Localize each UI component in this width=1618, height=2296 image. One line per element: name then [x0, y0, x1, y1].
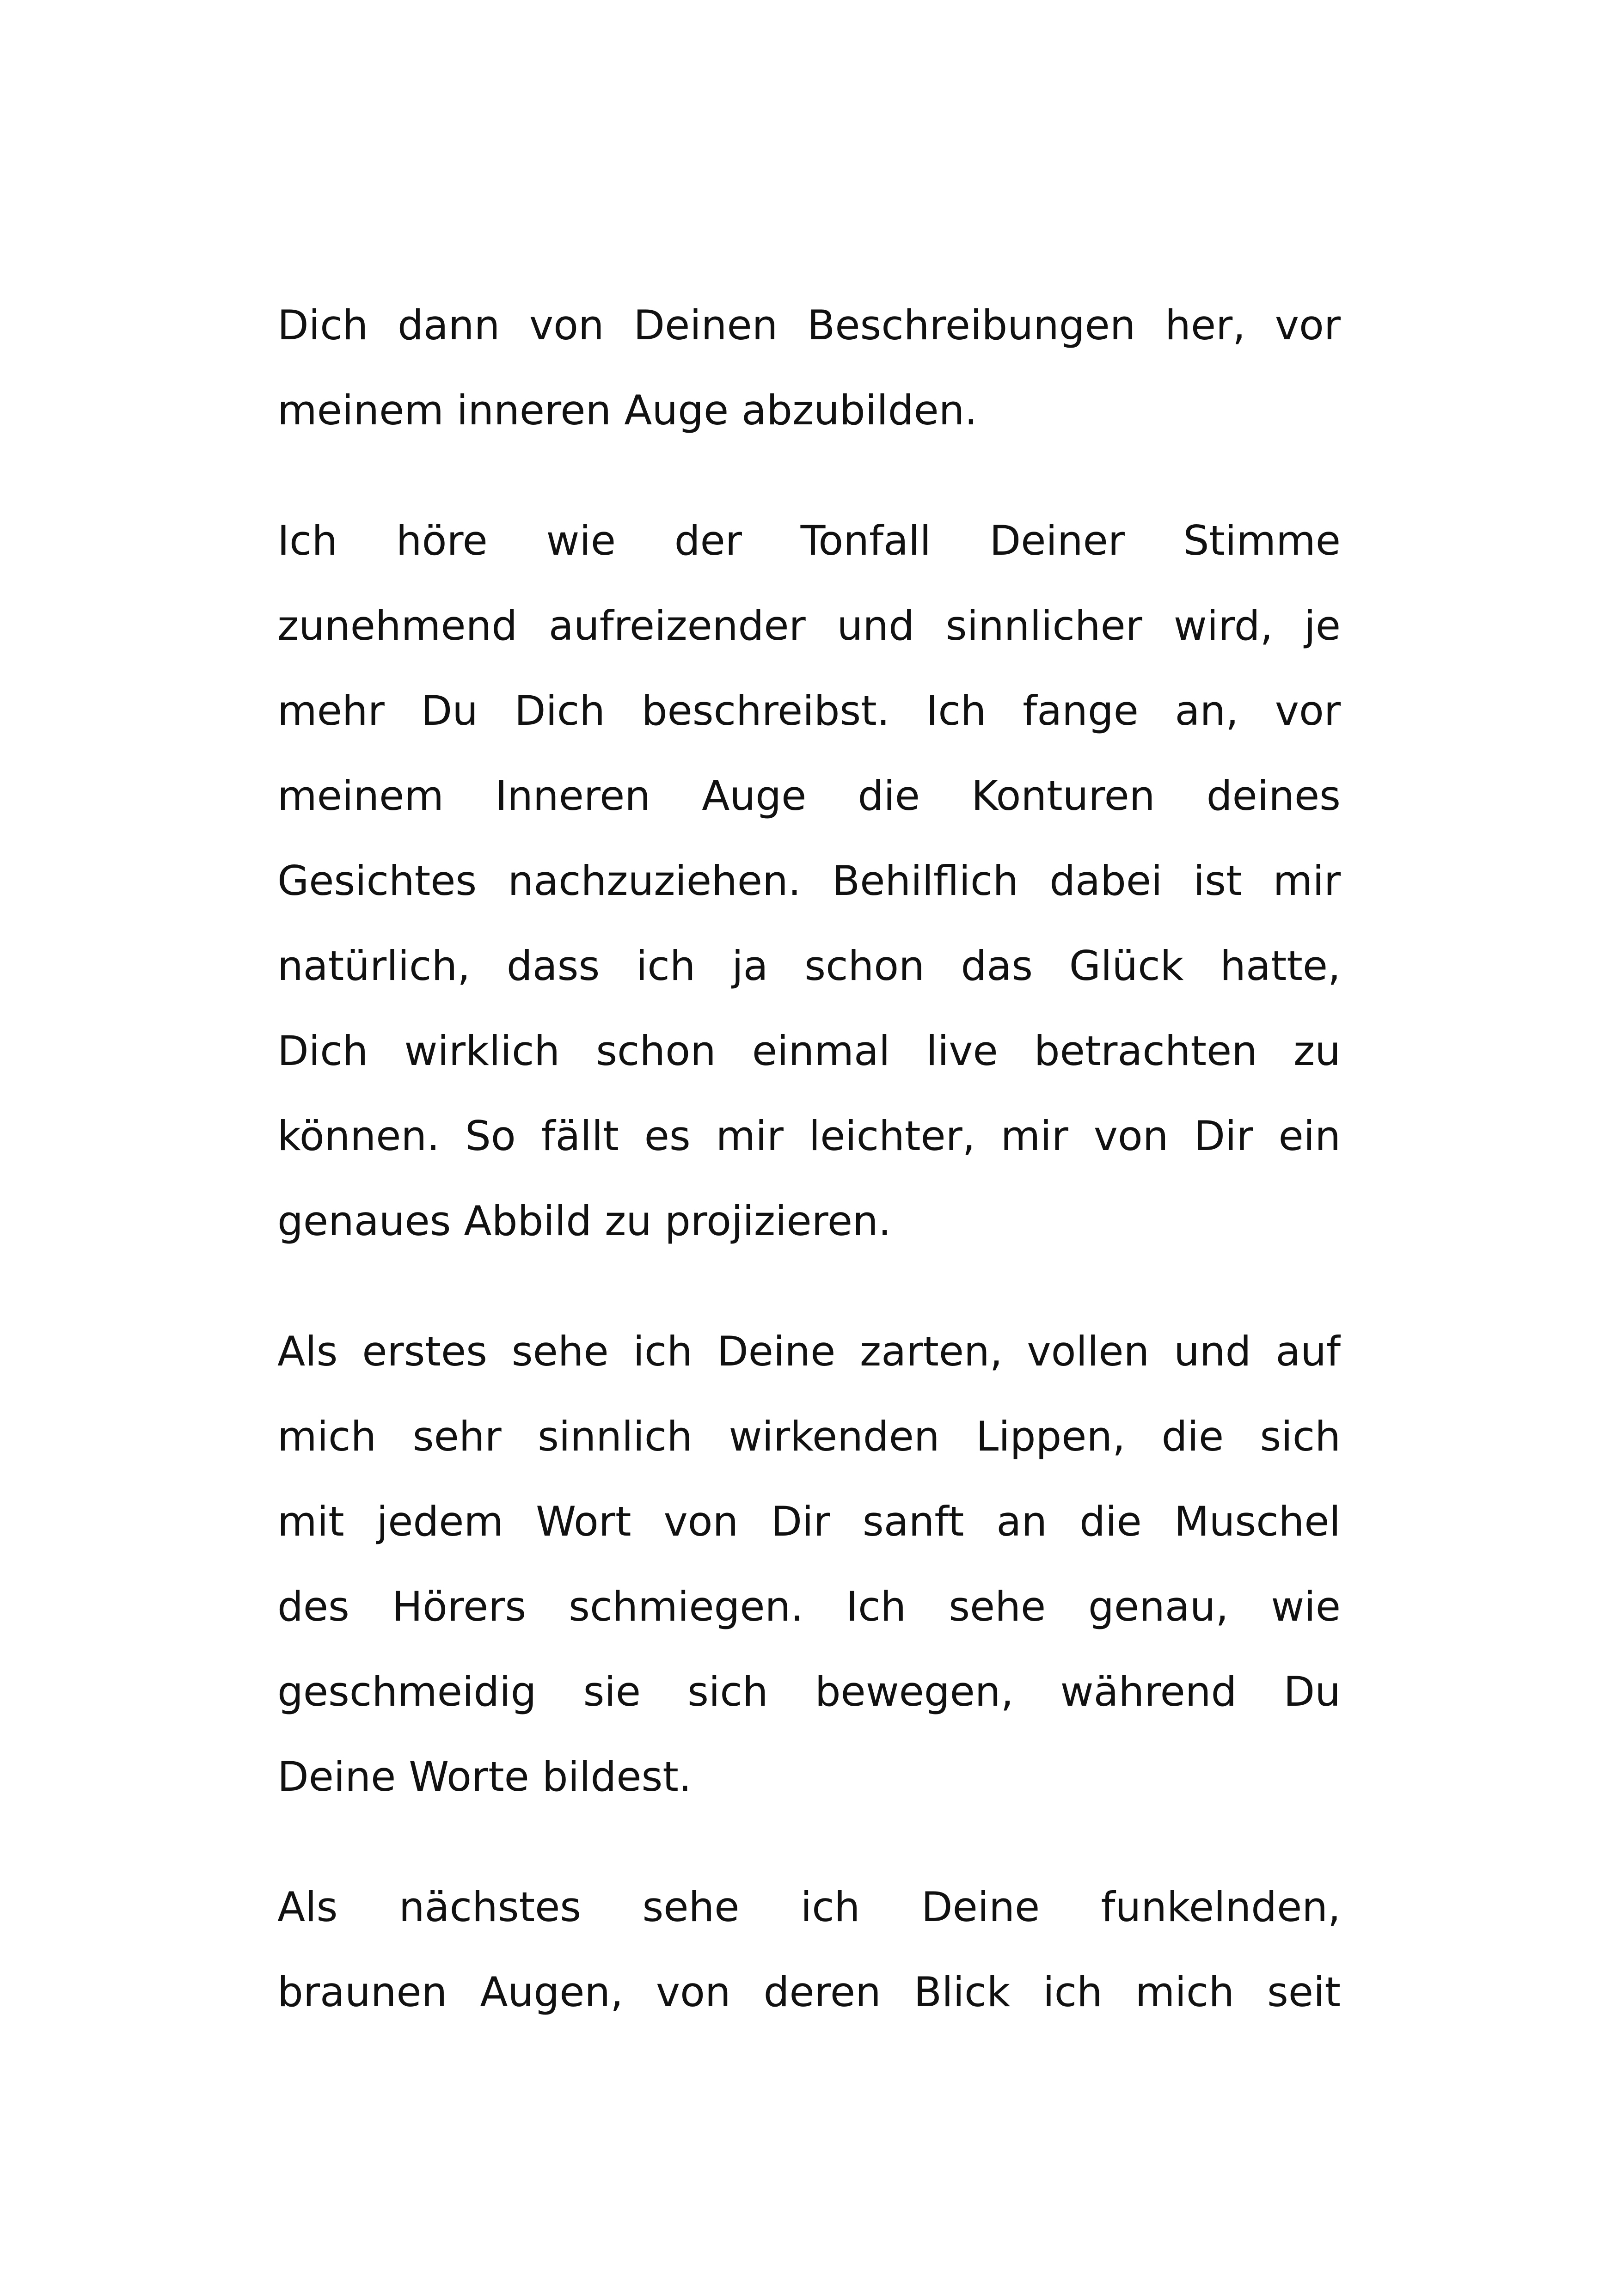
- text-line: mit jedem Wort von Dir sanft an die Muschel: [277, 1498, 1341, 1545]
- text-line: zunehmend aufreizender und sinnlicher wird, je: [277, 602, 1341, 649]
- text-line: Als erstes sehe ich Deine zarten, vollen und auf: [277, 1328, 1341, 1375]
- text-line: können. So fällt es mir leichter, mir von Dir ein: [277, 1112, 1341, 1160]
- text-line: geschmeidig sie sich bewegen, während Du: [277, 1668, 1341, 1715]
- text-line: Ich höre wie der Tonfall Deiner Stimme: [277, 517, 1341, 564]
- paragraph: [277, 283, 1341, 453]
- text-line: des Hörers schmiegen. Ich sehe genau, wie: [277, 1583, 1341, 1630]
- text-line: meinem Inneren Auge die Konturen deines: [277, 772, 1341, 820]
- text-line: natürlich, dass ich ja schon das Glück hatte,: [277, 942, 1341, 990]
- text-line: Dich wirklich schon einmal live betrachten zu: [277, 1027, 1341, 1075]
- text-line: genaues Abbild zu projizieren.: [277, 1197, 891, 1245]
- paragraph: [277, 1865, 1341, 2035]
- text-line: braunen Augen, von deren Blick ich mich seit: [277, 1968, 1341, 2016]
- text-line: Als nächstes sehe ich Deine funkelnden,: [277, 1883, 1341, 1931]
- paragraph: [277, 498, 1341, 1264]
- text-line: mich sehr sinnlich wirkenden Lippen, die sich: [277, 1413, 1341, 1460]
- body-text: [277, 283, 1341, 2080]
- text-line: Dich dann von Deinen Beschreibungen her, vor: [277, 301, 1341, 349]
- text-line: Gesichtes nachzuziehen. Behilflich dabei ist mir: [277, 857, 1341, 905]
- paragraph: [277, 1309, 1341, 1819]
- text-line: Deine Worte bildest.: [277, 1753, 692, 1800]
- text-line: meinem inneren Auge abzubilden.: [277, 386, 978, 434]
- text-line: mehr Du Dich beschreibst. Ich fange an, vor: [277, 687, 1341, 735]
